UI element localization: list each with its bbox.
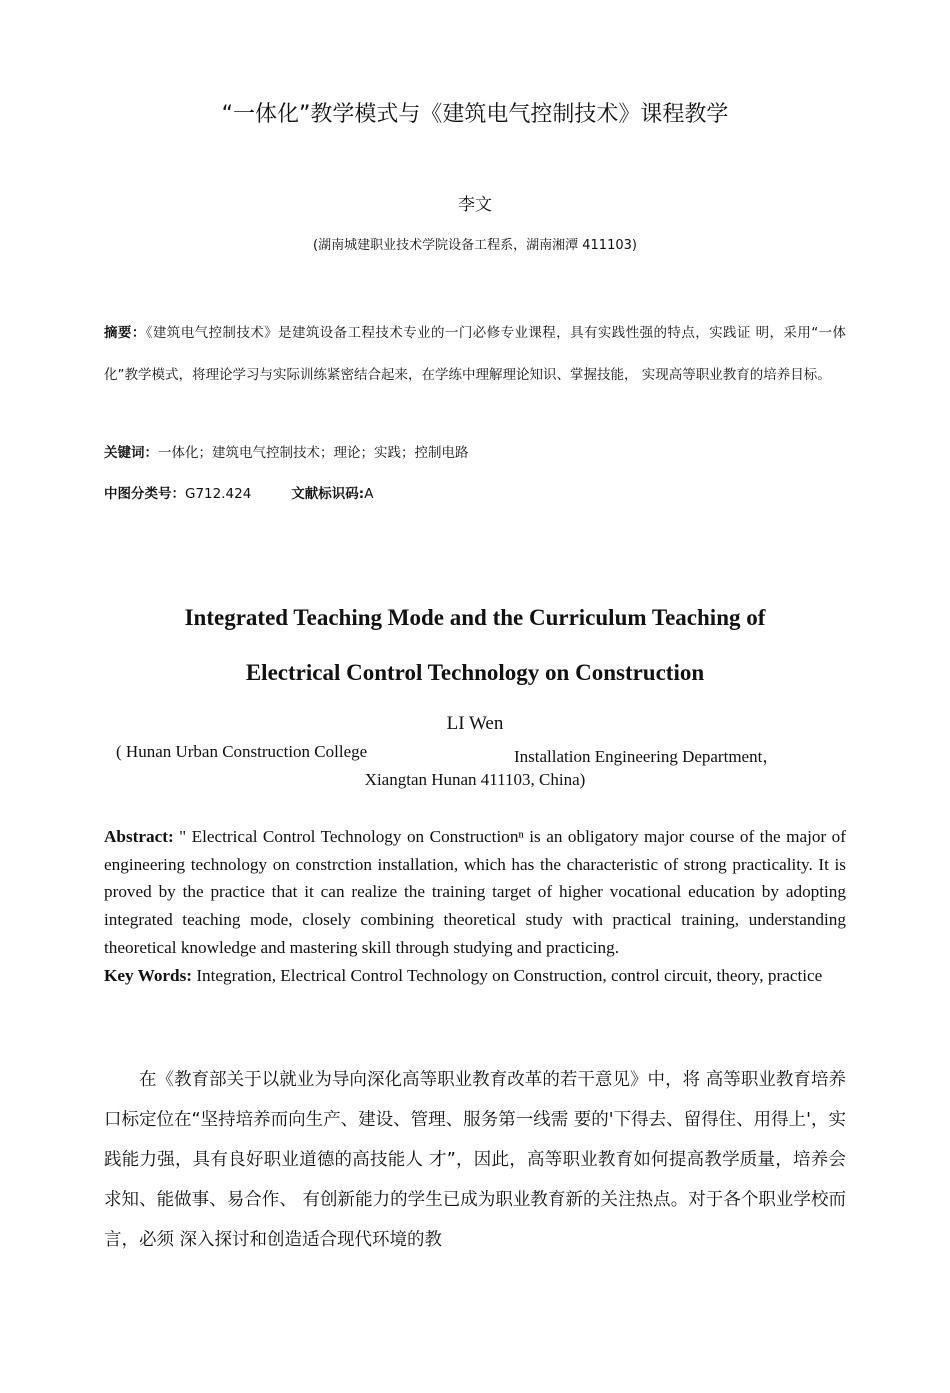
classification-line (104, 482, 846, 502)
english-affiliation-address: Xiangtan Hunan 411103, China) (364, 770, 586, 789)
english-keywords-text: Integration, Electrical Control Technology on Construction, control circuit, theory, practice (192, 965, 823, 985)
english-title (0, 590, 950, 700)
chinese-abstract (104, 312, 846, 396)
english-title-line-2: Electrical Control Technology on Construction (245, 660, 705, 685)
chinese-keywords (104, 441, 846, 461)
chinese-title: “一体化”教学模式与《建筑电气控制技术》课程教学 (221, 102, 729, 127)
english-abstract-text: " Electrical Control Technology on Constructionⁿ is an obligatory major course of the major of engineering technology on constrction installation, which has the characteristic of strong practicality. It is proved by the practice that it can realize the training target of higher vocational education by adopting integrated teaching mode, closely combining theoretical study with practical training, understanding theoretical knowledge and mastering skill through studying and practicing. (104, 827, 846, 957)
classification-label: 中图分类号： (104, 486, 185, 502)
english-title-line-1: Integrated Teaching Mode and the Curriculum Teaching of (184, 605, 766, 630)
english-abstract-label: Abstract: (104, 827, 174, 846)
chinese-abstract-text: 《建筑电气控制技术》是建筑设备工程技术专业的一门必修专业课程，具有实践性强的特点，实践证 明，采用“一体化”教学模式，将理论学习与实际训练紧密结合起来，在学练中理解理论知识、掌握技能， 实现高等职业教育的培养目标。 (104, 325, 847, 383)
english-keywords-label: Key Words: (104, 965, 193, 985)
chinese-affiliation: (湖南城建职业技术学院设备工程系，湖南湘潭 411103) (313, 238, 637, 253)
english-abstract (104, 823, 846, 962)
body-paragraph: 在《教育部关于以就业为导向深化高等职业教育改革的若干意见》中，将 高等职业教育培养口标定位在“坚持培养而向生产、建设、管理、服务第一线需 要的'下得去、留得住、用得上'，实践能力强，具有良好职业道德的高技能人 才”，因此，高等职业教育如何提高教学质量，培养会求知、能做事、易合作、 有创新能力的学生已成为职业教育新的关注热点。对于各个职业学校而言，必须 深入探讨和创造适合现代环境的教 (104, 1070, 846, 1250)
english-abstract-block (104, 823, 846, 989)
body-text (104, 1060, 846, 1260)
english-keywords (104, 962, 846, 990)
english-affiliation-department: Installation Engineering Department， (514, 747, 780, 766)
chinese-abstract-label: 摘要： (104, 325, 146, 341)
chinese-keywords-label: 关键词： (104, 445, 158, 461)
document-code-value: A (364, 486, 374, 502)
chinese-author: 李文 (458, 195, 492, 215)
chinese-keywords-text: 一体化；建筑电气控制技术；理论；实践；控制电路 (158, 445, 469, 461)
english-affiliation-college: ( Hunan Urban Construction College (116, 742, 368, 761)
classification-value: G712.424 (185, 486, 252, 502)
english-author: LI Wen (446, 713, 504, 734)
document-code-label: 文献标识码: (291, 486, 365, 502)
